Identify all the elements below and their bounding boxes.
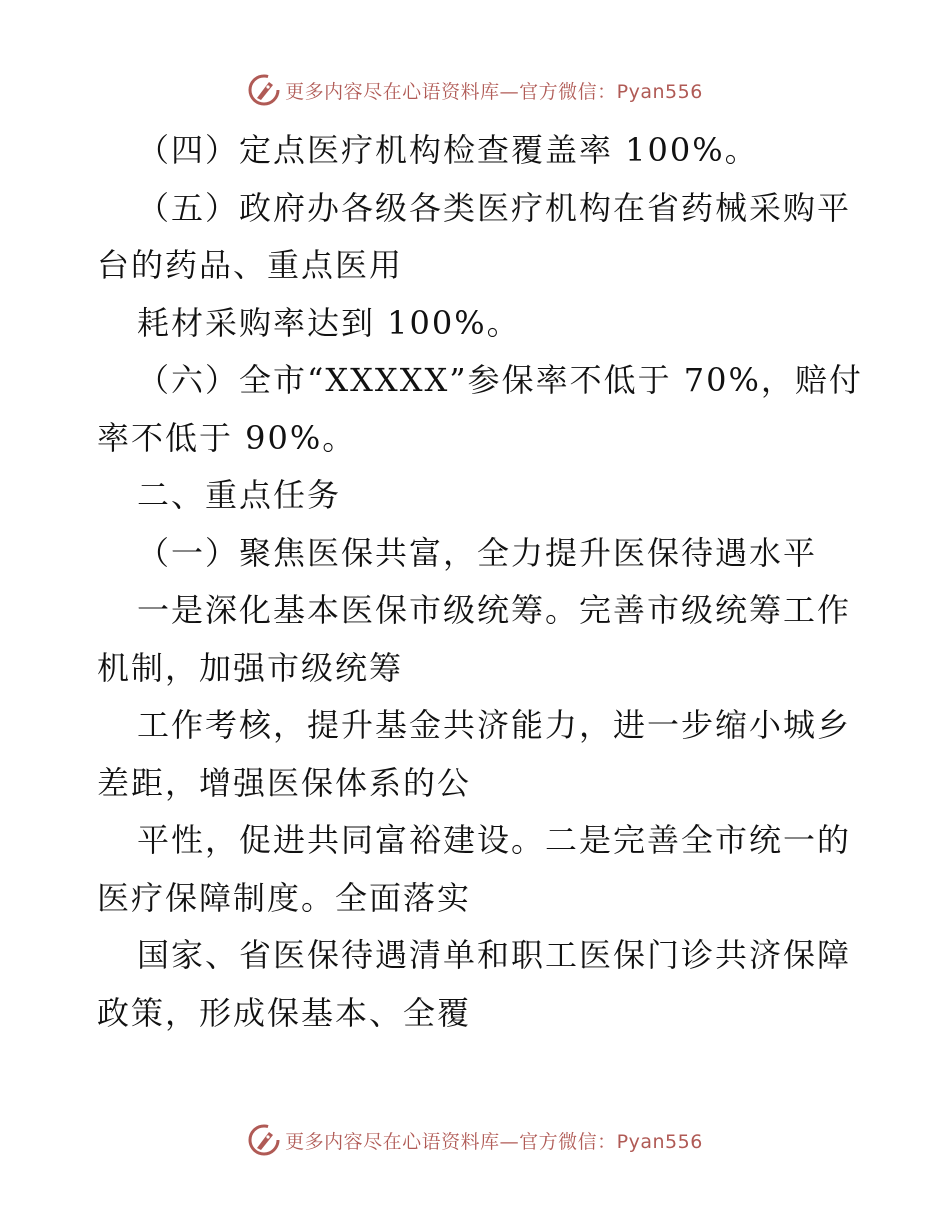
- document-body: [97, 122, 863, 1042]
- text-line: （五）政府办各级各类医疗机构在省药械采购平: [137, 188, 852, 227]
- text-line: 差距，增强医保体系的公: [97, 763, 472, 802]
- watermark-text: 更多内容尽在心语资料库—官方微信：Pyan556: [285, 1130, 703, 1153]
- text-line: （六）全市“XXXXX”参保率不低于 70%，赔付: [137, 361, 863, 399]
- text-line: 平性，促进共同富裕建设。二是完善全市统一的: [137, 821, 852, 859]
- text-line: 一是深化基本医保市级统筹。完善市级统筹工作: [137, 591, 852, 629]
- text-line: （一）聚焦医保共富，全力提升医保待遇水平: [137, 533, 818, 572]
- text-line: 二、重点任务: [137, 476, 342, 514]
- text-line: 台的药品、重点医用: [97, 246, 404, 284]
- pen-nib-circle-icon: [247, 73, 281, 107]
- pen-nib-circle-icon: [247, 1123, 281, 1157]
- footer-watermark: [0, 1120, 950, 1160]
- text-line: 率不低于 90%。: [97, 418, 357, 457]
- watermark-text: 更多内容尽在心语资料库—官方微信：Pyan556: [285, 80, 703, 103]
- text-line: 国家、省医保待遇清单和职工医保门诊共济保障: [137, 936, 852, 974]
- text-line: 医疗保障制度。全面落实: [97, 878, 472, 917]
- text-line: 机制，加强市级统筹: [97, 648, 404, 687]
- text-line: 耗材采购率达到 100%。: [137, 303, 521, 342]
- header-watermark: [0, 70, 950, 110]
- text-line: 政策，形成保基本、全覆: [97, 993, 472, 1032]
- text-line: （四）定点医疗机构检查覆盖率 100%。: [137, 131, 759, 169]
- text-line: 工作考核，提升基金共济能力，进一步缩小城乡: [137, 706, 852, 744]
